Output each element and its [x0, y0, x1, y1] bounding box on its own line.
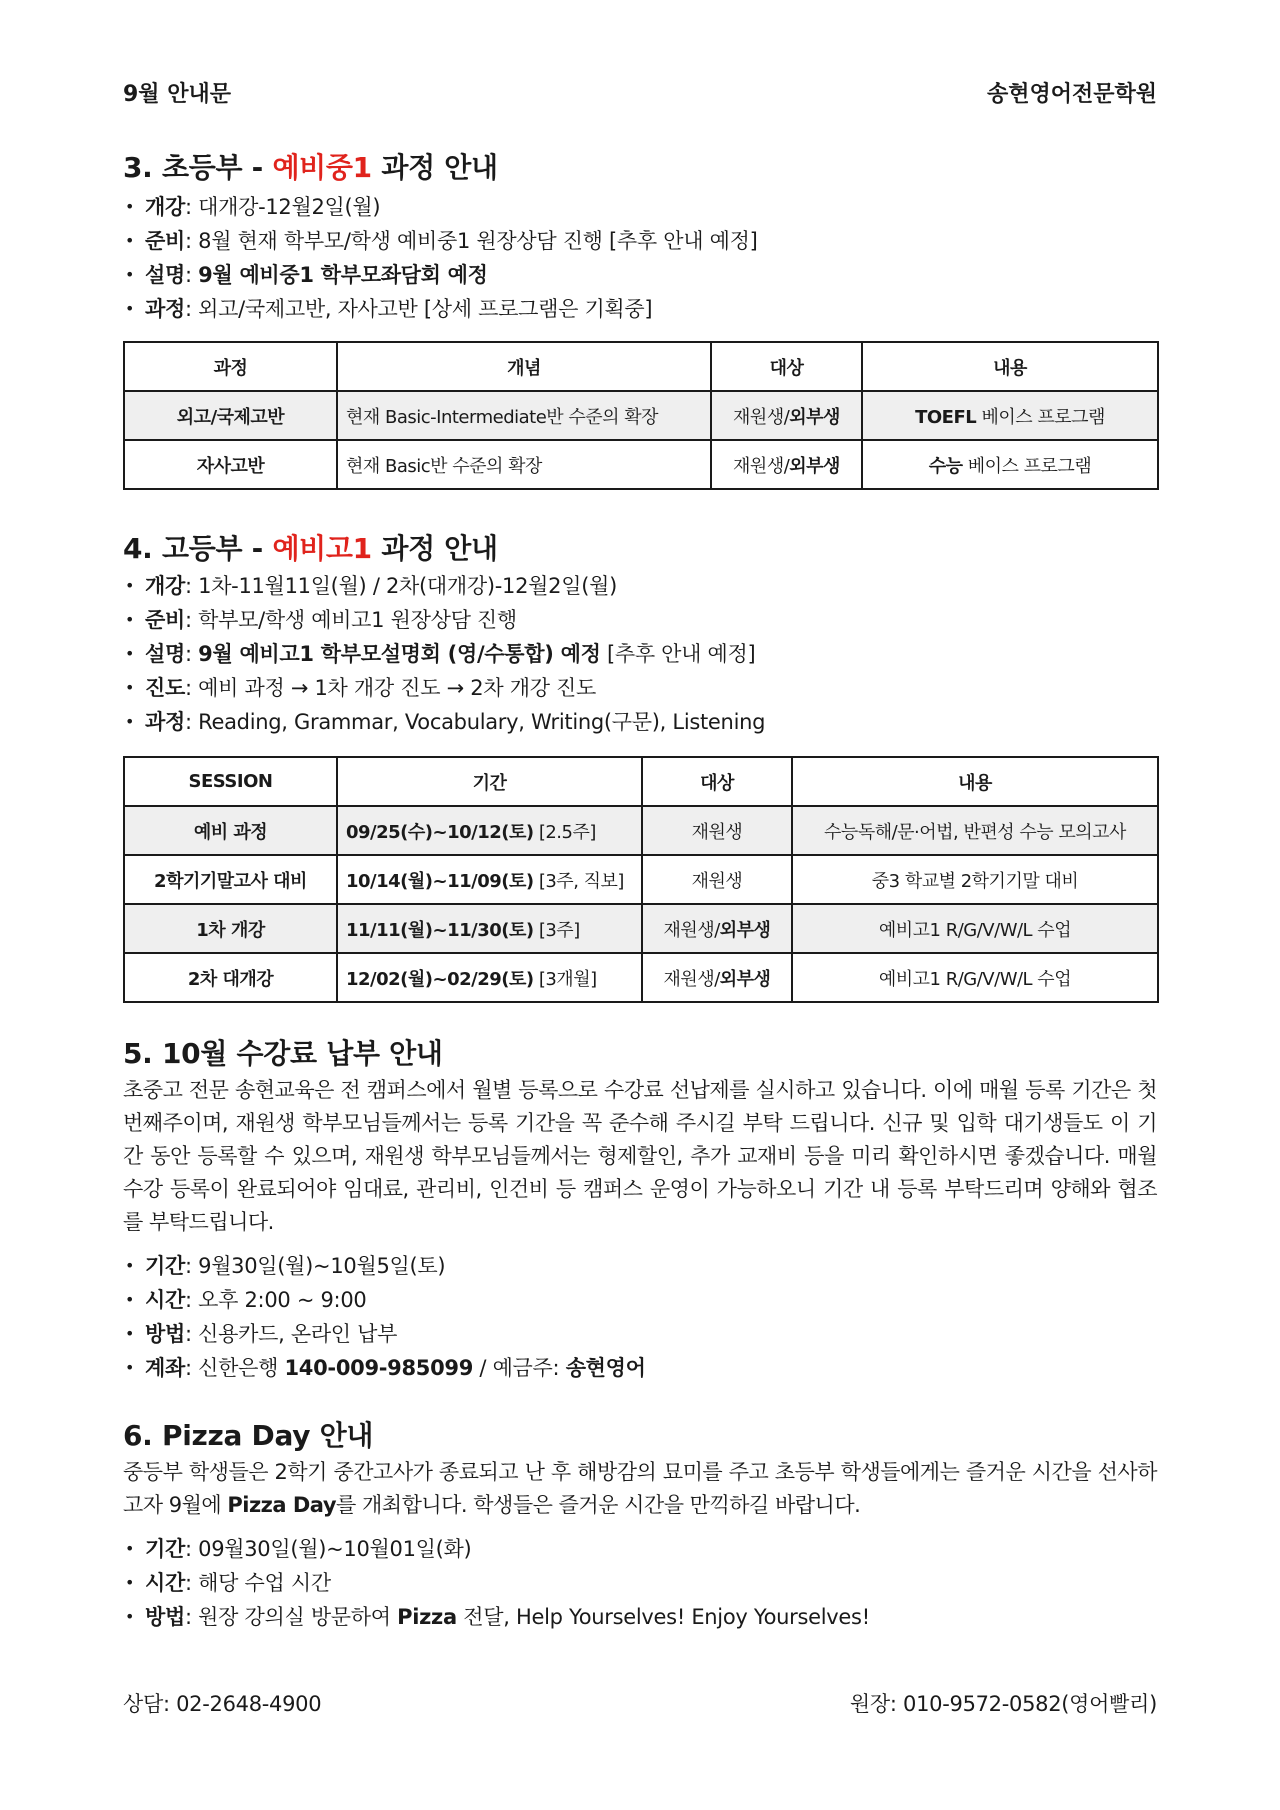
section-tuition-payment: [123, 1036, 1157, 1385]
pizza-paragraph: 중등부 학생들은 2학기 중간고사가 종료되고 난 후 해방감의 묘미를 주고 초등부 학생들에게는 즐거운 시간을 선사하고자 9월에 Pizza Day를 개최합니다. 학생들은 즐거운 시간을 만끽하길 바랍니다.: [123, 1460, 1157, 1517]
column-header: 내용: [792, 757, 1158, 806]
target-cell: 재원생: [642, 806, 792, 855]
list-item: • 과정: 외고/국제고반, 자사고반 [상세 프로그램은 기획중]: [123, 292, 1157, 326]
director-phone: 원장: 010-9572-0582(영어빨리): [849, 1692, 1157, 1716]
table-row: [124, 953, 1158, 1002]
tuition-bullets: [123, 1249, 1157, 1385]
table-row: [124, 391, 1158, 440]
list-item: • 개강: 1차-11월11일(월) / 2차(대개강)-12월2일(월): [123, 569, 1157, 603]
course-cell: 자사고반: [124, 440, 337, 489]
column-header: SESSION: [124, 757, 337, 806]
list-item: • 시간: 해당 수업 시간: [123, 1566, 1157, 1600]
section-pizza-day: [123, 1418, 1157, 1634]
period-cell: 10/14(월)~11/09(토) [3주, 직보]: [337, 855, 642, 904]
target-cell: 재원생/외부생: [711, 391, 862, 440]
content-cell: 예비고1 R/G/V/W/L 수업: [792, 953, 1158, 1002]
column-header: 대상: [642, 757, 792, 806]
period-cell: 12/02(월)~02/29(토) [3개월]: [337, 953, 642, 1002]
list-item: • 준비: 학부모/학생 예비고1 원장상담 진행: [123, 603, 1157, 637]
list-item: • 준비: 8월 현재 학부모/학생 예비중1 원장상담 진행 [추후 안내 예정]: [123, 224, 1157, 258]
column-header: 대상: [711, 342, 862, 391]
content-cell: TOEFL 베이스 프로그램: [862, 391, 1158, 440]
column-header: 기간: [337, 757, 642, 806]
period-cell: 09/25(수)~10/12(토) [2.5주]: [337, 806, 642, 855]
content-cell: 수능 베이스 프로그램: [862, 440, 1158, 489]
high-school-session-table: [123, 756, 1159, 1003]
header-title: 9월 안내문: [123, 81, 231, 107]
period-cell: 11/11(월)~11/30(토) [3주]: [337, 904, 642, 953]
target-cell: 재원생: [642, 855, 792, 904]
elementary-course-table: [123, 341, 1159, 490]
page-footer: [123, 1688, 1157, 1718]
list-item: • 설명: 9월 예비고1 학부모설명회 (영/수통합) 예정 [추후 안내 예정]: [123, 637, 1157, 671]
table-row: [124, 855, 1158, 904]
elementary-bullets: [123, 190, 1157, 326]
list-item: • 시간: 오후 2:00 ~ 9:00: [123, 1283, 1157, 1317]
list-item: • 개강: 대개강-12월2일(월): [123, 190, 1157, 224]
table-row: [124, 440, 1158, 489]
document-page: [123, 0, 1157, 1810]
list-item: • 기간: 09월30일(월)~10월01일(화): [123, 1532, 1157, 1566]
section-pizza-title: 6. Pizza Day 안내: [123, 1419, 374, 1452]
column-header: 과정: [124, 342, 337, 391]
list-item: • 과정: Reading, Grammar, Vocabulary, Writing(구문), Listening: [123, 705, 1157, 739]
column-header: 개념: [337, 342, 711, 391]
session-cell: 2학기기말고사 대비: [124, 855, 337, 904]
column-header: 내용: [862, 342, 1158, 391]
pizza-bullets: [123, 1532, 1157, 1634]
concept-cell: 현재 Basic반 수준의 확장: [337, 440, 711, 489]
consult-phone: 상담: 02-2648-4900: [123, 1692, 322, 1716]
course-cell: 외고/국제고반: [124, 391, 337, 440]
high-school-bullets: [123, 569, 1157, 739]
academy-name: 송현영어전문학원: [986, 81, 1157, 107]
session-cell: 예비 과정: [124, 806, 337, 855]
list-item: • 기간: 9월30일(월)~10월5일(토): [123, 1249, 1157, 1283]
page-header: [123, 76, 1157, 108]
list-item: • 설명: 9월 예비중1 학부모좌담회 예정: [123, 258, 1157, 292]
section-elementary: [123, 150, 1157, 326]
session-cell: 2차 대개강: [124, 953, 337, 1002]
tuition-paragraph: 초중고 전문 송현교육은 전 캠퍼스에서 월별 등록으로 수강료 선납제를 실시하고 있습니다. 이에 매월 등록 기간은 첫번째주이며, 재원생 학부모님들께서는 등록 기간을 꼭 준수해 주시길 부탁 드립니다. 신규 및 입학 대기생들도 이 기간 동안 등록할 수 있으며, 재원생 학부모님들께서는 형제할인, 추가 교재비 등을 미리 확인하시면 좋겠습니다. 매월 수강 등록이 완료되어야 임대료, 관리비, 인건비 등 캠퍼스 운영이 가능하오니 기간 내 등록 부탁드리며 양해와 협조를 부탁드립니다.: [123, 1078, 1157, 1234]
list-item: • 계좌: 신한은행 140-009-985099 / 예금주: 송현영어: [123, 1351, 1157, 1385]
session-cell: 1차 개강: [124, 904, 337, 953]
table-header-row: [124, 757, 1158, 806]
list-item: • 방법: 원장 강의실 방문하여 Pizza 전달, Help Yourselves! Enjoy Yourselves!: [123, 1600, 1157, 1634]
target-cell: 재원생/외부생: [642, 953, 792, 1002]
content-cell: 중3 학교별 2학기기말 대비: [792, 855, 1158, 904]
target-cell: 재원생/외부생: [642, 904, 792, 953]
list-item: • 진도: 예비 과정 → 1차 개강 진도 → 2차 개강 진도: [123, 671, 1157, 705]
table-row: [124, 904, 1158, 953]
section-elementary-title: 3. 초등부 - 예비중1 과정 안내: [123, 151, 498, 184]
concept-cell: 현재 Basic-Intermediate반 수준의 확장: [337, 391, 711, 440]
list-item: • 방법: 신용카드, 온라인 납부: [123, 1317, 1157, 1351]
section-high-school-title: 4. 고등부 - 예비고1 과정 안내: [123, 532, 498, 565]
table-row: [124, 806, 1158, 855]
section-tuition-title: 5. 10월 수강료 납부 안내: [123, 1037, 443, 1070]
content-cell: 수능독해/문·어법, 반편성 수능 모의고사: [792, 806, 1158, 855]
content-cell: 예비고1 R/G/V/W/L 수업: [792, 904, 1158, 953]
table-header-row: [124, 342, 1158, 391]
section-high-school: [123, 531, 1157, 739]
target-cell: 재원생/외부생: [711, 440, 862, 489]
